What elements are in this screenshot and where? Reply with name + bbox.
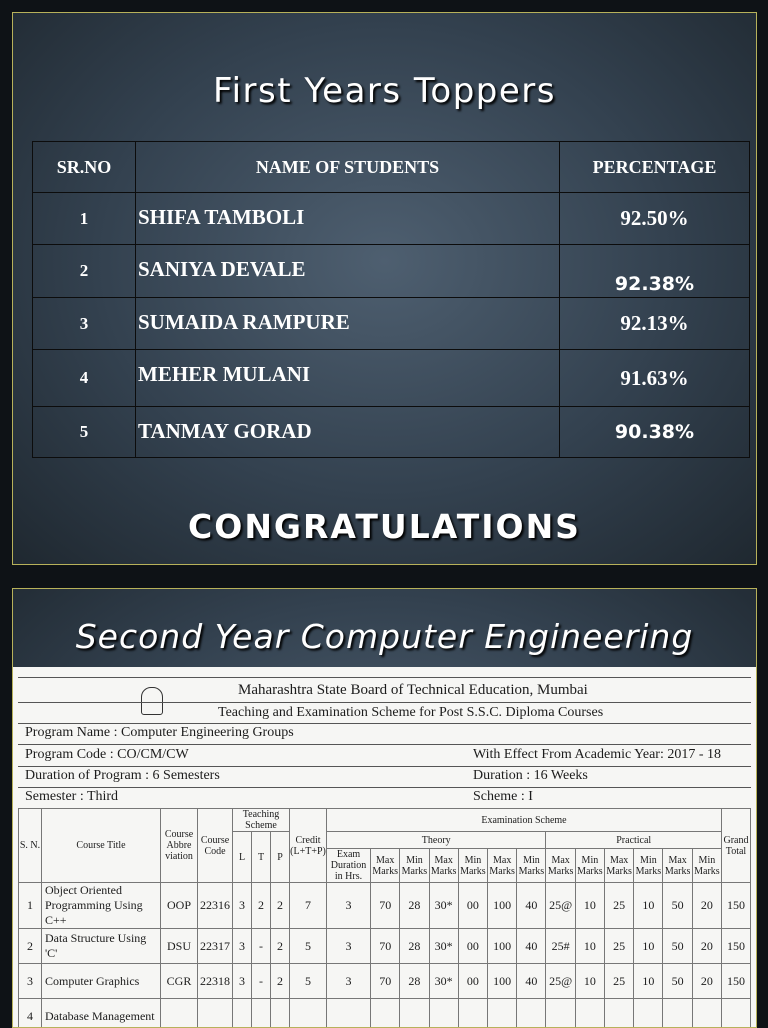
header-fa-max: Max Marks [604,849,633,883]
percentage-cell: 92.50% [560,193,750,245]
header-pa-max: Max Marks [429,849,458,883]
course-pa-min-cell: 00 [458,883,487,929]
header-sn: S. N. [19,809,42,883]
course-title-cell: Data Structure Using 'C' [42,929,161,964]
course-T-cell: 2 [252,883,271,929]
percentage-cell: 90.38% [560,407,750,458]
sr-no-cell: 5 [33,407,136,458]
course-ese-max-cell: 70 [371,929,400,964]
course-tot-min-cell: 40 [517,883,546,929]
header-P: P [271,832,290,883]
course-sn-cell: 4 [19,999,42,1028]
table-header-row [33,142,750,193]
course-fa-min-cell: 10 [634,964,663,999]
course-credit-cell: 7 [290,883,327,929]
header-ese-max: Max Marks [371,849,400,883]
course-ese-max-cell: 70 [371,883,400,929]
header-course-title: Course Title [42,809,161,883]
header-pese-min: Min Marks [575,849,604,883]
course-pese-max-cell: 25@ [546,883,575,929]
student-name-cell: SUMAIDA RAMPURE [136,298,560,350]
board-name: Maharashtra State Board of Technical Education, Mumbai [238,682,588,699]
toppers-table [32,141,750,458]
course-credit-cell: 5 [290,929,327,964]
course-dur-cell: 3 [327,883,371,929]
slide-title: First Years Toppers [13,71,756,111]
header-credit: Credit (L+T+P) [290,809,327,883]
course-fa-min-cell: 10 [634,883,663,929]
table-row [33,407,750,458]
congratulations-banner: CONGRATULATIONS [13,507,756,546]
sr-no-cell: 1 [33,193,136,245]
header-total-max: Max Marks [487,849,516,883]
course-grand-cell: 150 [722,964,751,999]
msbte-logo-icon [141,687,163,715]
header-ptotal-max: Max Marks [663,849,692,883]
course-credit-cell: 5 [290,964,327,999]
course-fa-max-cell: 25 [604,964,633,999]
course-sn-cell: 1 [19,883,42,929]
slide-second-year [12,588,757,1028]
course-grand-cell: 150 [722,929,751,964]
course-scheme-table [18,808,751,1028]
header-exam-duration: Exam Duration in Hrs. [327,849,371,883]
slide-first-year-toppers [12,12,757,565]
table-row [33,298,750,350]
sr-no-cell: 3 [33,298,136,350]
sr-no-cell: 4 [33,350,136,407]
program-name: Program Name : Computer Engineering Groups [25,725,294,741]
program-code: Program Code : CO/CM/CW [25,747,189,763]
course-ptot-max-cell: 50 [663,964,692,999]
course-tot-max-cell: 100 [487,929,516,964]
course-ese-min-cell: 28 [400,883,429,929]
course-code-cell: 22318 [198,964,233,999]
course-tot-max-cell: 100 [487,883,516,929]
course-P-cell: 2 [271,964,290,999]
course-fa-min-cell: 10 [634,929,663,964]
scheme-title: Teaching and Examination Scheme for Post S.S.C. Diploma Courses [218,705,603,721]
course-ese-min-cell: 28 [400,964,429,999]
course-title-cell: Database Management [42,999,161,1028]
course-L-cell: 3 [233,883,252,929]
course-pa-min-cell: 00 [458,964,487,999]
course-ptot-min-cell: 20 [692,964,721,999]
table-row [19,883,751,929]
scheme-document-scan [13,667,757,1028]
header-grand-total: Grand Total [722,809,751,883]
course-ptot-min-cell: 20 [692,929,721,964]
header-course-code: Course Code [198,809,233,883]
course-tot-max-cell: 100 [487,964,516,999]
course-abbr-cell: DSU [161,929,198,964]
header-pese-max: Max Marks [546,849,575,883]
course-fa-max-cell: 25 [604,929,633,964]
student-name-cell: SANIYA DEVALE [136,245,560,298]
percentage-cell: 91.63% [560,350,750,407]
course-abbr-cell: CGR [161,964,198,999]
course-tot-min-cell: 40 [517,929,546,964]
table-row [33,350,750,407]
course-pese-max-cell: 25# [546,929,575,964]
course-ptot-max-cell: 50 [663,929,692,964]
header-theory: Theory [327,832,546,849]
course-tot-min-cell: 40 [517,964,546,999]
course-pa-max-cell: 30* [429,883,458,929]
course-L-cell: 3 [233,929,252,964]
header-abbreviation: Course Abbre viation [161,809,198,883]
column-header-percentage: PERCENTAGE [560,142,750,193]
course-sn-cell: 2 [19,929,42,964]
course-pese-min-cell: 10 [575,929,604,964]
sr-no-cell: 2 [33,245,136,298]
table-row [19,929,751,964]
student-name-cell: TANMAY GORAD [136,407,560,458]
course-pese-max-cell: 25@ [546,964,575,999]
course-pese-min-cell: 10 [575,883,604,929]
course-sn-cell: 3 [19,964,42,999]
course-ese-max-cell: 70 [371,964,400,999]
course-dur-cell: 3 [327,929,371,964]
duration-of-program: Duration of Program : 6 Semesters [25,768,220,784]
course-pa-min-cell: 00 [458,929,487,964]
header-examination-scheme: Examination Scheme [327,809,722,832]
header-T: T [252,832,271,883]
course-pa-max-cell: 30* [429,929,458,964]
header-L: L [233,832,252,883]
course-pese-min-cell: 10 [575,964,604,999]
header-practical: Practical [546,832,722,849]
semester: Semester : Third [25,789,118,805]
course-abbr-cell: OOP [161,883,198,929]
header-ese-min: Min Marks [400,849,429,883]
course-code-cell: 22317 [198,929,233,964]
student-name-cell: MEHER MULANI [136,350,560,407]
course-fa-max-cell: 25 [604,883,633,929]
course-title-cell: Object Oriented Programming Using C++ [42,883,161,929]
table-row [33,245,750,298]
header-total-min: Min Marks [517,849,546,883]
table-row [33,193,750,245]
course-T-cell: - [252,929,271,964]
course-P-cell: 2 [271,883,290,929]
percentage-cell: 92.13% [560,298,750,350]
course-ese-min-cell: 28 [400,929,429,964]
slide-title: Second Year Computer Engineering [13,617,756,656]
course-code-cell: 22316 [198,883,233,929]
course-L-cell: 3 [233,964,252,999]
course-title-cell: Computer Graphics [42,964,161,999]
duration-weeks: Duration : 16 Weeks [473,768,588,784]
course-dur-cell: 3 [327,964,371,999]
course-P-cell: 2 [271,929,290,964]
effect-from: With Effect From Academic Year: 2017 - 18 [473,747,721,763]
course-T-cell: - [252,964,271,999]
table-row [19,964,751,999]
course-ptot-min-cell: 20 [692,883,721,929]
percentage-cell: 92.38% [560,245,750,298]
student-name-cell: SHIFA TAMBOLI [136,193,560,245]
course-grand-cell: 150 [722,883,751,929]
column-header-name: NAME OF STUDENTS [136,142,560,193]
header-ptotal-min: Min Marks [692,849,721,883]
header-pa-min: Min Marks [458,849,487,883]
column-header-srno: SR.NO [33,142,136,193]
header-teaching-scheme: Teaching Scheme [233,809,290,832]
header-fa-min: Min Marks [634,849,663,883]
scheme-label: Scheme : I [473,789,533,805]
course-pa-max-cell: 30* [429,964,458,999]
course-ptot-max-cell: 50 [663,883,692,929]
